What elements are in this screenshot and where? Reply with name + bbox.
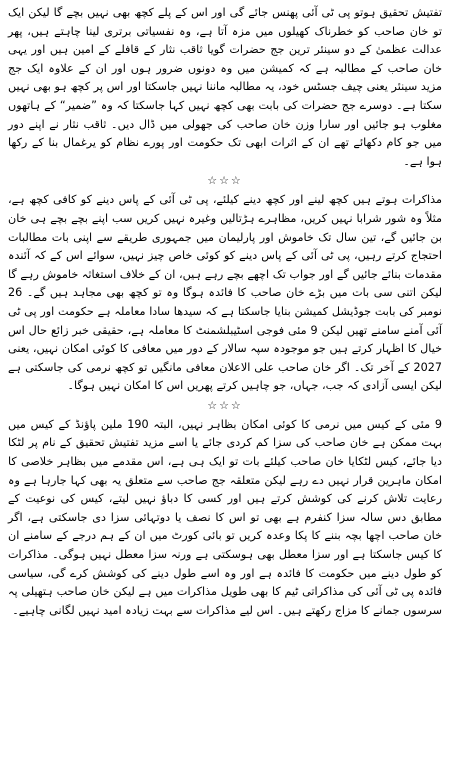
article-paragraph-3: 9 مئی کے کیس میں نرمی کا کوئی امکان بظاہر نہیں، البتہ 190 ملین پاؤنڈ کے کیس میں بہت ممکن ہے خان صاحب کی سزا کم کردی جائے یا اسے مزید تفتیش تحقیق کے نام پر لٹکا دیا جائے، کیس لٹکایا خان صاحب کیلئے بات تو ایک ہی ہے، اس مقدمے میں بظاہر خلاصی کا امکان ماہرین قرار نہیں دے رہے لیکن متعلقہ جج صاحب سے متعلق یہ بھی کہا جارہا ہے وہ رعایت تلاش کرنے کی کوشش کرتے ہیں اور کسی کا دباؤ نہیں لیتے، کیس کی نوعیت کے مطابق دس سالہ سزا کنفرم ہے بھی تو اس کا نصف یا دوتہائی سزا دی جاسکتی ہے، اگر خان صاحب اچھا بچہ بننے کا پکا وعدہ کریں تو بائی کورٹ میں ان کے ہم درجے کے سامنے ان کا کیس جاسکتا ہے اور سزا معطل بھی ہوسکتی ہے ورنہ سزا معطل نہیں ہوگی۔ مذاکرات کو طول دینے میں حکومت کا فائدہ ہے اور وہ اسے طول دینے کی کوشش کرے گی، سیاسی فائدہ پی ٹی آئی کی مذاکراتی ٹیم کا بھی طویل مذاکرات میں ہے لیکن خان صاحب ہتھیلی پہ سرسوں جمانے کا مزاج رکھتے ہیں۔ اس لیے مذاکرات سے بہت زیادہ امید نہیں لگانی چاہیے۔ [8, 417, 442, 617]
article-paragraph-1: تفتیش تحقیق ہوتو پی ٹی آئی پھنس جائے گی اور اس کے پلے کچھ بھی نہیں بچے گا لیکن ایک تو خان صاحب کو خطرناک کھیلوں میں مزہ آتا ہے، وہ نفسیاتی برتری لینا چاہتے ہیں، پھر عدالت عظمیٰ کے دو سینئر ترین جج حضرات گویا ثاقب نثار کے قافلے کے امین ہیں اور یہی خان صاحب کے مطالبہ ہے کہ کمیشن میں وہ دونوں ضرور ہوں اور ان کے علاوہ ایک جج مزید سینئر یعنی چیف جسٹس خود، یہ مطالبہ ماننا نہیں جاسکتا اور اس پر کچھ ہو بھی نہیں سکتا ہے۔ دوسرے جج حضرات کی بابت بھی کچھ نہیں کہا جاسکتا کہ وہ ”ضمیر“ کے ہاتھوں مغلوب ہو جائیں اور سارا وزن خان صاحب کی جھولی میں ڈال دیں۔ ثاقب نثار نے اپنے دور میں جو کام دکھائے تھے ان کے اثرات ابھی تک حکومت اور پورے نظام کو یرغمال بنا کے رکھا ہوا ہے۔ [8, 6, 442, 168]
article-paragraph-2: مذاکرات ہوتے ہیں کچھ لینے اور کچھ دینے کیلئے، پی ٹی آئی کے پاس دینے کو کافی کچھ ہے، مثلاً وہ شور شرابا نہیں کریں، مظاہرے ہڑتالیں وغیرہ نہیں کریں سب اپنے بچے بچے ہی خان بن جائیں گے، تین سال تک خاموش اور پارلیمان میں جمہوری طریقے سے اپنی بات مطالبات احتجاج کرتے رہیں، پی ٹی آئی کے پاس دینے کو کوئی خاص چیز نہیں، سوائے اس کے کہ آئندہ مقدمات بنائے جائیں گے اور جواب تک اچھے بچے رہے ہیں، ان کے خلاف استغاثہ خاموش رہے گا لیکن اتنی سی بات میں بڑے خان صاحب کا فائدہ ہوگا وہ تو کچھ بھی مجاہد ہیں گے۔ 26 نومبر کی بابت جوڈیشل کمیشن بنایا جاسکتا ہے کہ سیدھا سادا معاملہ ہے حکومت اور پی ٹی آئی آمنے سامنے تھیں لیکن 9 مئی فوجی اسٹیبلشمنٹ کا معاملہ ہے، حقیقی خبر زائع حال اس خیال کا اظہار کرتے ہیں جو موجودہ سپہ سالار کے دور میں معافی کا کوئی امکان نہیں، یعنی 2027 کے آخر تک۔ اگر خان صاحب علی الاعلان معافی مانگیں تو کچھ نرمی کی جاسکتی ہے لیکن ایسی آزادی کہ جب، جہاں، جو چاہیں کرتے پھریں اس کا امکان نہیں ہوگا۔ [8, 193, 442, 393]
section-divider-stars: ☆☆☆ [207, 398, 243, 412]
section-divider-stars: ☆☆☆ [207, 174, 243, 188]
